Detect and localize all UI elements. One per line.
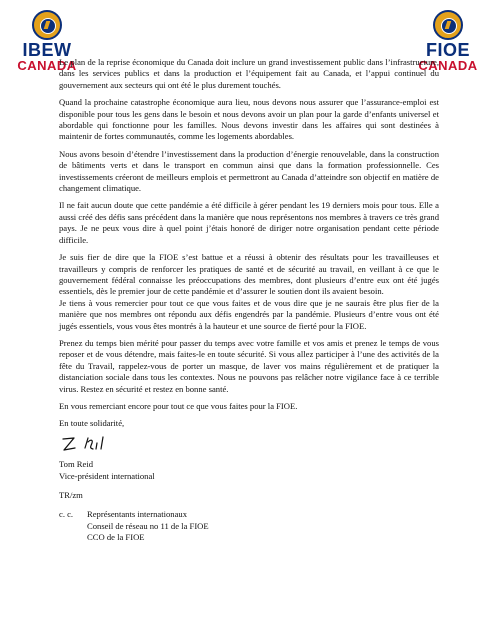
handwritten-signature [59, 434, 119, 454]
paragraph-labour-day: Prenez du temps bien mérité pour passer du temps avec votre famille et vos amis et prenez le temps de vous reposer et de vous détendre, mais faites-le en toute sécurité. Si vous allez participer à l’une des activités de la fête du Travail, rappelez-vous de porter un masque, de laver vos mains régulièrement et de pratiquer la distanciation sociale dans tous les contextes. Nous ne pouvons pas relâcher notre vigilance face à ce terrible virus. Restez en sécurité et restez en bonne santé. [59, 337, 439, 394]
cc-recipient: CCO de la FIOE [87, 532, 145, 543]
paragraph-employment-insurance: Quand la prochaine catastrophe économique aura lieu, nous devons nous assurer que l’assurance-emploi est disponible pour tous les gens dans le besoin et nous devons avoir un plan pour la garde d’enfants universel et abordable qui fonctionne pour les familles. Nous devons investir dans les affaires qui sont destinées à maintenir de fortes communautés, comme les logements abordables. [59, 97, 439, 142]
ibew-seal-icon [32, 10, 62, 40]
closing-salutation: En toute solidarité, [59, 418, 125, 429]
fioe-seal-icon [433, 10, 463, 40]
signer-title: Vice-président international [59, 470, 155, 481]
letter-body [59, 57, 439, 544]
paragraph-pandemic: Il ne fait aucun doute que cette pandémie a été difficile à gérer pendant les 19 derniers mois pour tous. Elle a aussi créé des défis sans précédent dans la manière que nous représentons nos membres à travers ce très grand pays. Je ne peux vous dire à quel point j’étais honoré de diriger notre organisation pendant cette période difficile. [59, 200, 439, 245]
carbon-copy-block [59, 509, 439, 543]
paragraph-proud-results: Je suis fier de dire que la FIOE s’est battue et a réussi à obtenir des résultats pour les travailleuses et travailleurs y compris de renforcer les pratiques de santé et de sécurité au travail, en veillant à ce que le gouvernement fédéral connaisse les préoccupations des membres, dont plusieurs d’entre eux ont été jugés essentiels, dès le premier jour de cette pandémie et d’assurer le soutien dont ils avaient besoin. [59, 252, 439, 297]
cc-recipient: Conseil de réseau no 11 de la FIOE [87, 520, 209, 531]
paragraph-thank-you: Je tiens à vous remercier pour tout ce que vous faites et de vous dire que je ne saurais être plus fier de la manière que nos membres ont répondu aux défis engendrés par la pandémie. Plusieurs d’entre vous ont été jugés essentiels, vous vous êtes montrés à la hauteur et une source de fierté pour la FIOE. [59, 297, 439, 331]
cc-recipient-list [87, 509, 209, 543]
paragraph-renewable-energy: Nous avons besoin d’étendre l’investissement dans la production d’énergie renouvelable, dans la construction de bâtiments verts et dans le transport en commun ainsi que dans la formation professionnelle. Ces investissements créeront de meilleurs emplois et permettront au Canada d’atteindre son objectif en matière de changement climatique. [59, 148, 439, 194]
paragraph-recovery-plan: Le plan de la reprise économique du Canada doit inclure un grand investissement public dans l’infrastructure, dans les services publics et dans la production et l’équipement fait au Canada, et l’appui continuel du gouvernement aux secteurs qui ont été le plus durement touchés. [59, 57, 439, 90]
cc-label: c. c. [59, 509, 74, 520]
ibew-logo-subtitle: CANADA [17, 58, 77, 73]
ibew-logo-title: IBEW [22, 40, 72, 60]
fioe-logo-subtitle: CANADA [418, 58, 478, 73]
reference-initials: TR/zm [59, 490, 83, 500]
fioe-logo-title: FIOE [425, 40, 470, 60]
signer-name: Tom Reid [59, 459, 94, 470]
cc-recipient: Représentants internationaux [87, 509, 187, 520]
paragraph-final-thanks: En vous remerciant encore pour tout ce que vous faites pour la FIOE. [59, 400, 298, 411]
